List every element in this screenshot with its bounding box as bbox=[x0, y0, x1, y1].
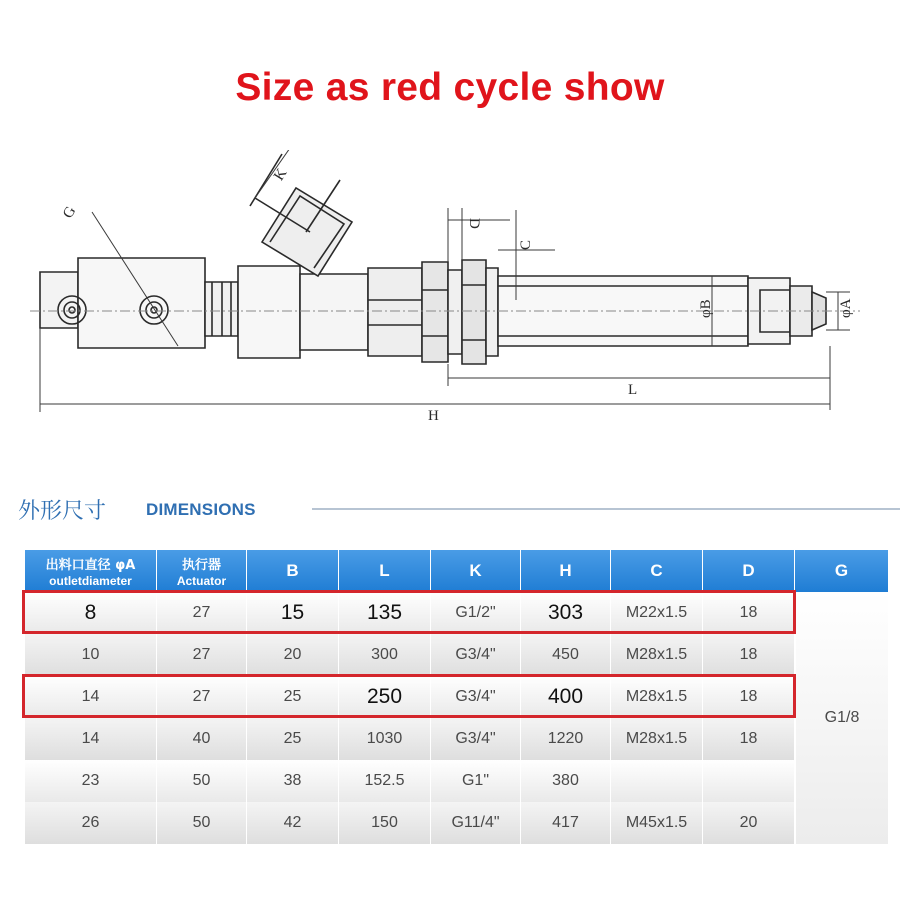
cell-actuator: 27 bbox=[157, 676, 247, 718]
label-phi-b: φB bbox=[698, 299, 714, 318]
cell-d: 18 bbox=[703, 718, 795, 760]
table-row bbox=[25, 634, 795, 676]
cell-d: 18 bbox=[703, 634, 795, 676]
cell-d: 20 bbox=[703, 802, 795, 844]
cell-h: 417 bbox=[521, 802, 611, 844]
cell-l: 135 bbox=[339, 592, 431, 634]
cell-h: 1220 bbox=[521, 718, 611, 760]
cell-b: 20 bbox=[247, 634, 339, 676]
cell-actuator: 40 bbox=[157, 718, 247, 760]
cell-b: 38 bbox=[247, 760, 339, 802]
cell-actuator: 50 bbox=[157, 760, 247, 802]
cell-c: M28x1.5 bbox=[611, 718, 703, 760]
dimensions-title-cn: 外形尺寸 bbox=[18, 499, 107, 524]
cell-l: 250 bbox=[339, 676, 431, 718]
table-row bbox=[25, 802, 795, 844]
header-b: B bbox=[247, 550, 339, 592]
cell-l: 300 bbox=[339, 634, 431, 676]
label-k: K bbox=[271, 165, 291, 184]
cell-k: G1" bbox=[431, 760, 521, 802]
cell-k: G1/2" bbox=[431, 592, 521, 634]
cell-c: M28x1.5 bbox=[611, 676, 703, 718]
cell-b: 42 bbox=[247, 802, 339, 844]
cell-h: 400 bbox=[521, 676, 611, 718]
header-g: G bbox=[834, 561, 849, 580]
cell-actuator: 27 bbox=[157, 592, 247, 634]
dimensions-divider bbox=[312, 508, 900, 510]
dimensions-title-en: DIMENSIONS bbox=[146, 500, 256, 519]
header-c: C bbox=[611, 550, 703, 592]
cell-h: 380 bbox=[521, 760, 611, 802]
headline: Size as red cycle show bbox=[235, 66, 665, 109]
nozzle-technical-drawing bbox=[0, 150, 900, 440]
table-row bbox=[25, 592, 795, 634]
cell-b: 25 bbox=[247, 718, 339, 760]
cell-h: 450 bbox=[521, 634, 611, 676]
cell-outlet-diameter: 8 bbox=[25, 592, 157, 634]
cell-l: 150 bbox=[339, 802, 431, 844]
label-g: G bbox=[60, 203, 80, 222]
cell-d: 18 bbox=[703, 676, 795, 718]
cell-b: 15 bbox=[247, 592, 339, 634]
table-row bbox=[25, 760, 795, 802]
header-outlet-diameter bbox=[25, 550, 157, 592]
header-actuator-cn: 执行器 bbox=[181, 558, 221, 573]
header-actuator bbox=[157, 550, 247, 592]
cell-outlet-diameter: 10 bbox=[25, 634, 157, 676]
header-outlet-diameter-en: outletdiameter bbox=[49, 574, 132, 588]
cell-c: M22x1.5 bbox=[611, 592, 703, 634]
dimensions-header bbox=[0, 488, 900, 528]
cell-k: G3/4" bbox=[431, 676, 521, 718]
cell-outlet-diameter: 26 bbox=[25, 802, 157, 844]
label-c: C bbox=[518, 239, 534, 250]
cell-k: G3/4" bbox=[431, 718, 521, 760]
header-d: D bbox=[703, 550, 795, 592]
header-actuator-en: Actuator bbox=[176, 574, 227, 588]
cell-actuator: 50 bbox=[157, 802, 247, 844]
cell-k: G11/4" bbox=[431, 802, 521, 844]
label-l: L bbox=[628, 382, 638, 398]
cell-d bbox=[703, 760, 795, 802]
cell-outlet-diameter: 14 bbox=[25, 718, 157, 760]
cell-c bbox=[611, 760, 703, 802]
cell-d: 18 bbox=[703, 592, 795, 634]
cell-l: 152.5 bbox=[339, 760, 431, 802]
cell-outlet-diameter: 23 bbox=[25, 760, 157, 802]
label-h: H bbox=[428, 408, 439, 424]
cell-outlet-diameter: 14 bbox=[25, 676, 157, 718]
label-phi-a: φA bbox=[838, 298, 854, 318]
cell-h: 303 bbox=[521, 592, 611, 634]
g-merged-cell: G1/8 bbox=[796, 592, 888, 844]
cell-b: 25 bbox=[247, 676, 339, 718]
header-outlet-diameter-cn: 出料口直径 φA bbox=[45, 558, 136, 573]
header-l: L bbox=[339, 550, 431, 592]
header-k: K bbox=[431, 550, 521, 592]
cell-l: 1030 bbox=[339, 718, 431, 760]
header-h: H bbox=[521, 550, 611, 592]
table-header-row bbox=[25, 550, 888, 592]
table-row bbox=[25, 718, 795, 760]
cell-k: G3/4" bbox=[431, 634, 521, 676]
cell-actuator: 27 bbox=[157, 634, 247, 676]
label-d: D bbox=[466, 218, 482, 229]
cell-c: M45x1.5 bbox=[611, 802, 703, 844]
table-row bbox=[25, 676, 795, 718]
cell-c: M28x1.5 bbox=[611, 634, 703, 676]
